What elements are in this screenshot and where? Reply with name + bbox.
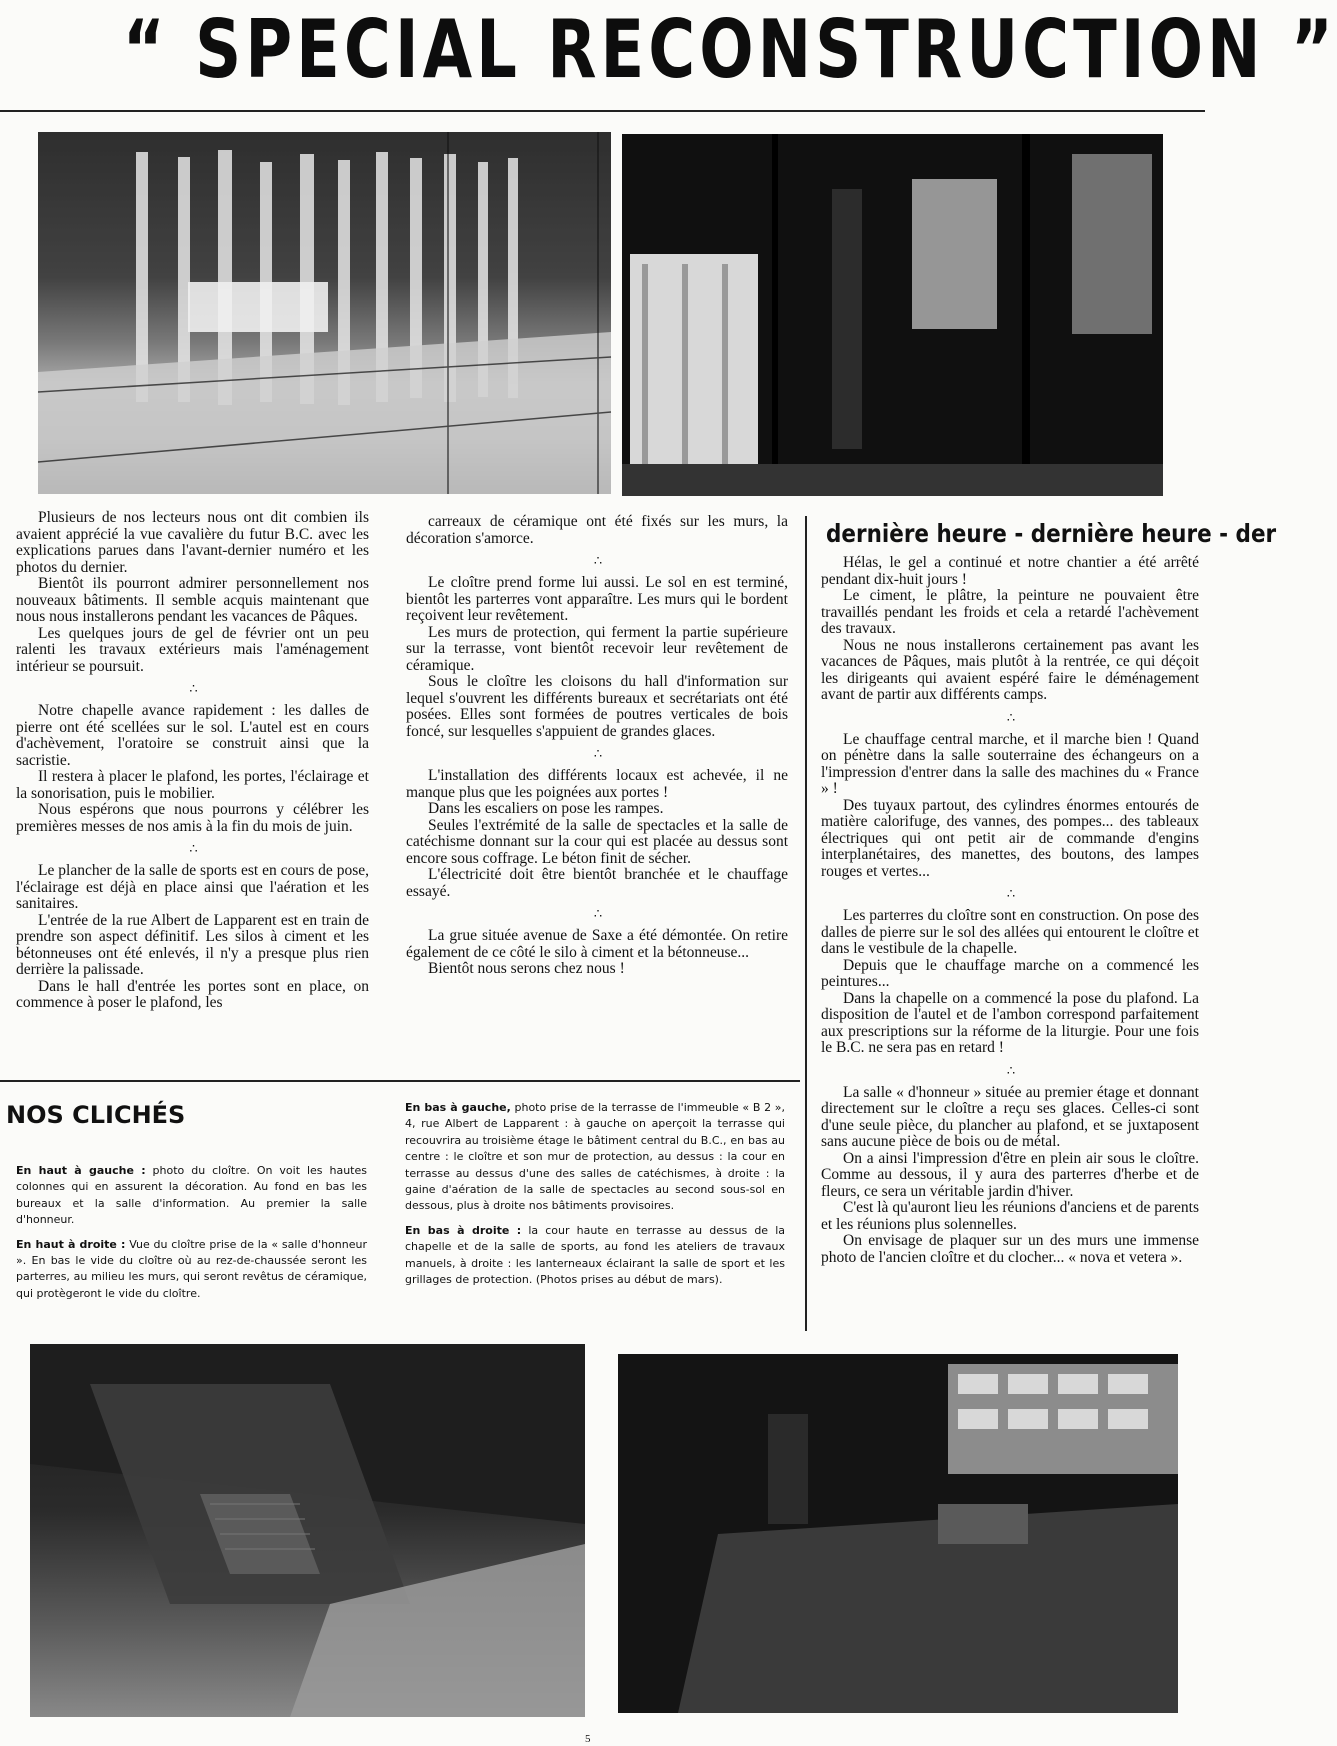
caption-label: En bas à droite : [405, 1223, 522, 1237]
title-rule [0, 110, 1205, 112]
paragraph: Sous le cloître les cloisons du hall d'information sur lequel s'ouvrent les différents bureaux et secrétariats ont été posées. Elles sont formées de poutres verticales de bois foncé, sur lesquelles s'appuient de grandes glaces. [406, 673, 788, 740]
paragraph: Les parterres du cloître sont en construction. On pose des dalles de pierre sur le sol des allées qui entourent le cloître et dans le vestibule de la chapelle. [821, 907, 1199, 957]
last-news-heading: dernière heure - dernière heure - der [826, 519, 1277, 548]
photo-top-right [622, 134, 1163, 496]
paragraph: L'installation des différents locaux est achevée, il ne manque plus que les poignées aux portes ! [406, 767, 788, 801]
captions-left [16, 1163, 367, 1310]
paragraph: Le cloître prend forme lui aussi. Le sol en est terminé, bientôt les parterres vont apparaître. Les murs qui le bordent reçoivent leur revêtement. [406, 574, 788, 624]
article-column-2 [406, 514, 788, 978]
caption-top-right [16, 1237, 367, 1303]
paragraph: Nous ne nous installerons certainement pas avant les vacances de Pâques, mais plutôt à la rentrée, ce qui déçoit les dirigeants qui avaient espéré faire le déménagement avant de partir aux différents camps. [821, 636, 1199, 703]
paragraph: C'est là qu'auront lieu les réunions d'anciens et de parents et les réunions plus solennelles. [821, 1199, 1199, 1233]
caption-text: photo du cloître. On voit les hautes colonnes qui en assurent la décoration. Au fond en bas les bureaux et la salle d'information. Au premier la salle d'honneur. [16, 1164, 367, 1227]
paragraph: Dans les escaliers on pose les rampes. [428, 800, 664, 817]
separator-mark: ∴ [593, 746, 601, 761]
separator-mark: ∴ [1006, 1062, 1014, 1078]
cliches-heading: NOS CLICHÉS [6, 1101, 186, 1129]
page-number: 5 [585, 1733, 591, 1745]
separator-mark: ∴ [189, 681, 196, 696]
caption-text: photo prise de la terrasse de l'immeuble « B 2 », 4, rue Albert de Lapparent : à gauche on aperçoit la terrasse qui recouvrira au troisième étage le bâtiment central du B.C., en bas au centre : le cloître et son mur de protection, au dessus : la cour en terrasse au dessus d'une des salles de catéchismes, à droite : la gaine d'aération de la salle de spectacles au second sous-sol en dessous, plus à droite nos bâtiments provisoires. [405, 1101, 785, 1213]
paragraph: Le chauffage central marche, et il marche bien ! Quand on pénètre dans la salle souterraine des échangeurs on a l'impression d'entrer dans la salle des machines du « France » ! [821, 730, 1199, 797]
separator-mark: ∴ [1006, 709, 1014, 725]
paragraph: Dans le hall d'entrée les portes sont en place, on commence à poser le plafond, les [16, 977, 369, 1011]
paragraph: On envisage de plaquer sur un des murs une immense photo de l'ancien cloître et du clocher... « nova et vetera ». [821, 1232, 1199, 1266]
paragraph: Le ciment, le plâtre, la peinture ne pouvaient être travaillés pendant les froids et cela a retardé l'achèvement des travaux. [821, 587, 1199, 637]
paragraph: Les quelques jours de gel de février ont un peu ralenti les travaux extérieurs mais l'aménagement intérieur se poursuit. [16, 624, 369, 675]
caption-top-left [16, 1163, 367, 1229]
separator-mark: ∴ [1006, 886, 1014, 901]
paragraph: Dans la chapelle on a commencé la pose du plafond. La disposition de l'autel et de l'ambon correspond parfaitement aux prescriptions sur la réforme de la liturgie. Pour une fois le B.C. ne sera pas en retard ! [821, 989, 1199, 1056]
article-column-1 [16, 510, 369, 1012]
paragraph: On a ainsi l'impression d'être en plein air sous le cloître. Comme au dessous, il y aura des parterres d'herbe et de fleurs, ce sera un véritable jardin d'hiver. [821, 1149, 1199, 1200]
caption-text: la cour haute en terrasse au dessus de la chapelle et de la salle de sports, au fond les ateliers de travaux manuels, à droite : les lanterneaux éclairant la salle de sport et les grillages de protection. (Photos prises au début de mars). [405, 1223, 785, 1287]
article-column-3 [821, 555, 1199, 1266]
paragraph: Bientôt nous serons chez nous ! [428, 960, 625, 977]
separator-mark: ∴ [593, 906, 601, 921]
caption-bottom-right [405, 1223, 785, 1289]
photo-bottom-left [30, 1344, 585, 1717]
page-title: “ SPECIAL RECONSTRUCTION ” [122, 3, 1337, 96]
paragraph: Des tuyaux partout, des cylindres énormes entourés de matière calorifuge, des vannes, des pompes... des tableaux électriques qui ont petit air de commande d'engins interplanétaires, des manettes, des boutons, des lampes rouges et vertes... [821, 796, 1199, 880]
paragraph: Plusieurs de nos lecteurs nous ont dit combien ils avaient apprécié la vue cavalière du futur B.C. avec les explications parues dans l'avant-dernier numéro et les photos du dernier. [16, 509, 369, 576]
separator-mark: ∴ [593, 553, 601, 568]
column-rule [805, 516, 807, 1331]
paragraph: Les murs de protection, qui ferment la partie supérieure sur la terrasse, vont bientôt recevoir leur revêtement de céramique. [406, 623, 788, 674]
paragraph: Hélas, le gel a continué et notre chantier a été arrêté pendant dix-huit jours ! [821, 554, 1199, 588]
paragraph: carreaux de céramique ont été fixés sur les murs, la décoration s'amorce. [406, 513, 788, 547]
paragraph: Bientôt ils pourront admirer personnellement nos nouveaux bâtiments. Il semble acquis maintenant que nous nous installerons pendant les vacances de Pâques. [16, 575, 369, 625]
paragraph: L'entrée de la rue Albert de Lapparent est en train de prendre son aspect définitif. Les silos à ciment et les bétonneuses ont été enlevés, il n'y a presque plus rien derrière la palissade. [16, 911, 369, 978]
section-rule [0, 1080, 800, 1082]
caption-bottom-left [405, 1100, 785, 1215]
separator-mark: ∴ [189, 841, 196, 856]
paragraph: Il restera à placer le plafond, les portes, l'éclairage et la sonorisation, puis le mobilier. [16, 768, 369, 802]
caption-label: En haut à droite : [16, 1237, 126, 1251]
paragraph: Notre chapelle avance rapidement : les dalles de pierre ont été scellées sur le sol. L'autel est en cours d'achèvement, l'oratoire se construit ainsi que la sacristie. [16, 702, 369, 769]
paragraph: L'électricité doit être bientôt branchée et le chauffage essayé. [406, 866, 788, 900]
paragraph: La grue située avenue de Saxe a été démontée. On retire également de ce côté le silo à ciment et la bétonneuse... [406, 927, 788, 961]
paragraph: Depuis que le chauffage marche on a commencé les peintures... [821, 956, 1199, 990]
paragraph: Nous espérons que nous pourrons y célébrer les premières messes de nos amis à la fin du mois de juin. [16, 801, 369, 835]
paragraph: Le plancher de la salle de sports est en cours de pose, l'éclairage est déjà en place ainsi que l'aération et les sanitaires. [16, 862, 369, 912]
caption-label: En haut à gauche : [16, 1164, 146, 1177]
photo-bottom-right [618, 1354, 1178, 1713]
caption-label: En bas à gauche, [405, 1101, 511, 1114]
captions-right [405, 1100, 785, 1296]
paragraph: La salle « d'honneur » située au premier étage et donnant directement sur le cloître a reçu ses glaces. Celles-ci sont d'une seule pièce, du plancher au plafond, et se juxtaposent sans aucune pièce de bois ou de métal. [821, 1083, 1199, 1150]
caption-text: Vue du cloître prise de la « salle d'honneur ». En bas le vide du cloître où au rez-de-chaussée seront les parterres, au milieu les murs, qui seront revêtus de céramique, qui protègeront le vide du cloître. [16, 1237, 367, 1300]
photo-top-left [38, 132, 611, 494]
paragraph: Seules l'extrémité de la salle de spectacles et la salle de catéchisme donnant sur la cour qui est placée au dessus sont encore sous coffrage. Le béton finit de sécher. [406, 816, 788, 867]
